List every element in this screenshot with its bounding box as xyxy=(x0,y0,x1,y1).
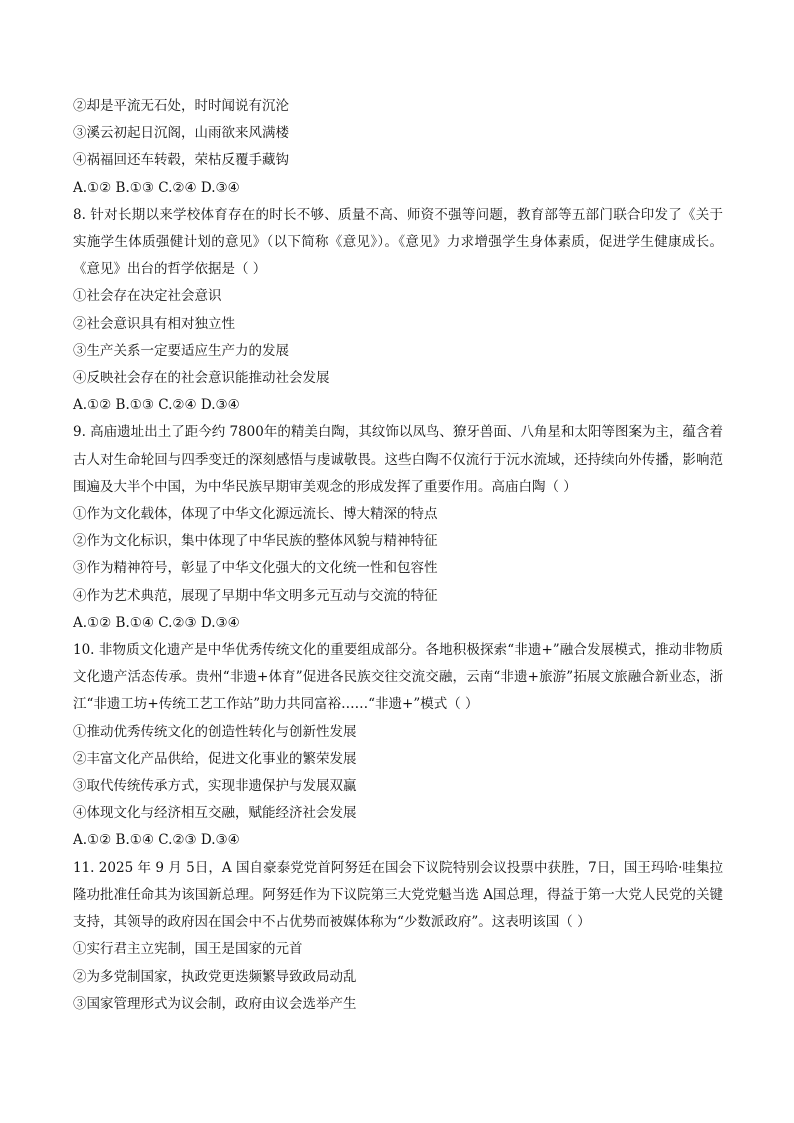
q8-option-4: ④反映社会存在的社会意识能推动社会发展 xyxy=(73,370,330,387)
q11-stem: 11. 2025 年 9 月 5日，A 国自豪泰党党首阿努廷在国会下议院特别会议投票中获胜，7日，国王玛哈·哇集拉隆功批准任命其为该国新总理。阿努廷作为下议院第三大党党魁当选 A国总理，得益于第一大党人民党的关键支持，其领导的政府因在国会中不占优势而被媒体称为“少数派政府”。这表明该国（ ） xyxy=(73,859,723,931)
q8-option-2: ②社会意识具有相对独立性 xyxy=(73,315,235,332)
q7-option-3: ③溪云初起日沉阁，山雨欲来风满楼 xyxy=(73,125,289,142)
q11-option-1: ①实行君主立宪制，国王是国家的元首 xyxy=(73,941,303,958)
q8-answer-choices: A.①② B.①③ C.②④ D.③④ xyxy=(73,397,240,414)
exam-page xyxy=(73,93,723,1018)
q7-option-4: ④祸福回还车转毂，荣枯反覆手藏钩 xyxy=(73,152,289,169)
q9-option-1: ①作为文化载体，体现了中华文化源远流长、博大精深的特点 xyxy=(73,506,438,523)
q9-option-4: ④作为艺术典范，展现了早期中华文明多元互动与交流的特征 xyxy=(73,587,438,604)
q7-answer-choices: A.①② B.①③ C.②④ D.③④ xyxy=(73,179,240,196)
question-8 xyxy=(73,202,723,420)
q10-option-1: ①推动优秀传统文化的创造性转化与创新性发展 xyxy=(73,723,357,740)
q11-option-2: ②为多党制国家，执政党更迭频繁导致政局动乱 xyxy=(73,968,357,985)
q10-stem: 10. 非物质文化遗产是中华优秀传统文化的重要组成部分。各地积极探索“非遗+”融合发展模式，推动非物质文化遗产活态传承。贵州“非遗+体育”促进各民族交往交流交融，云南“非遗+旅游”拓展文旅融合新业态，浙江“非遗工坊+传统工艺工作站”助力共同富裕……“非遗+”模式（ ） xyxy=(73,642,723,713)
q10-answer-choices: A.①② B.①④ C.②③ D.③④ xyxy=(73,832,240,849)
q9-answer-choices: A.①② B.①④ C.②③ D.③④ xyxy=(73,614,240,631)
q8-option-1: ①社会存在决定社会意识 xyxy=(73,288,222,305)
question-10 xyxy=(73,637,723,855)
q9-stem: 9. 高庙遗址出土了距今约 7800年的精美白陶，其纹饰以凤鸟、獠牙兽面、八角星和太阳等图案为主，蕴含着古人对生命轮回与四季变迁的深刻感悟与虔诚敬畏。这些白陶不仅流行于沅水流域，还持续向外传播，影响范围遍及大半个中国，为中华民族早期审美观念的形成发挥了重要作用。高庙白陶（ ） xyxy=(73,424,723,495)
q8-stem: 8. 针对长期以来学校体育存在的时长不够、质量不高、师资不强等问题，教育部等五部门联合印发了《关于实施学生体质强健计划的意见》（以下简称《意见》）。《意见》力求增强学生身体素质，促进学生健康成长。《意见》出台的哲学依据是（ ） xyxy=(73,206,723,278)
q7-option-2: ②却是平流无石处，时时闻说有沉沦 xyxy=(73,98,289,114)
question-7 xyxy=(73,93,723,202)
q8-option-3: ③生产关系一定要适应生产力的发展 xyxy=(73,342,289,359)
q9-option-3: ③作为精神符号，彰显了中华文化强大的文化统一性和包容性 xyxy=(73,560,438,577)
question-9 xyxy=(73,419,723,637)
q9-option-2: ②作为文化标识，集中体现了中华民族的整体风貌与精神特征 xyxy=(73,533,438,550)
question-11 xyxy=(73,855,723,1018)
q10-option-2: ②丰富文化产品供给，促进文化事业的繁荣发展 xyxy=(73,750,357,767)
q10-option-4: ④体现文化与经济相互交融，赋能经济社会发展 xyxy=(73,805,357,822)
q10-option-3: ③取代传统传承方式，实现非遗保护与发展双赢 xyxy=(73,778,357,795)
q11-option-3: ③国家管理形式为议会制，政府由议会选举产生 xyxy=(73,995,357,1012)
